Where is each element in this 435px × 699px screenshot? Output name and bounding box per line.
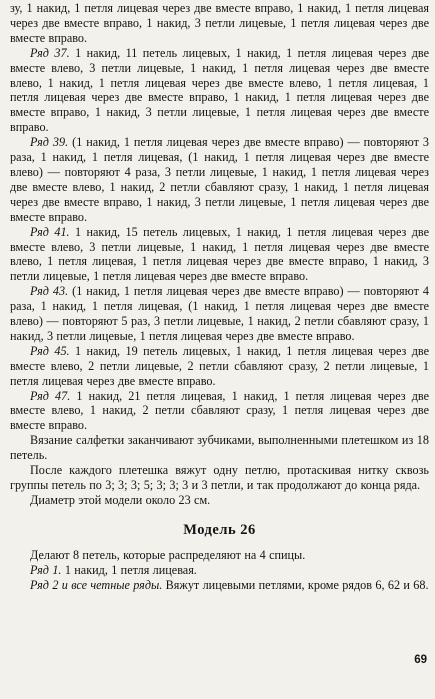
row-label: Ряд 43. [30, 284, 69, 299]
row-label: Ряд 45. [30, 343, 70, 358]
row-41 [10, 225, 429, 285]
model-text [10, 548, 429, 593]
paragraph-text: Вяжут лицевыми петлями, кроме рядов 6, 62 и 68. [162, 577, 429, 592]
paragraph-text: Вязание салфетки заканчивают зубчиками, выполненными плетешком из 18 петель. [10, 433, 429, 463]
row-label: Ряд 2 и все четные ряды. [30, 577, 163, 592]
paragraph-text: (1 накид, 1 петля лицевая через две вместе вправо) — повторяют 4 раза, 1 накид, 1 петля лицевая, (1 накид, 1 петля лицевая через две вместе влево) — повторяют 5 раз, 3 петли лицевые, 1 накид, 2 петли сбавляют сразу, 1 накид, 3 петли лицевые, 1 петля лицевая через две вместе вправо. [10, 284, 429, 343]
paragraph-text: 1 накид, 15 петель лицевых, 1 накид, 1 петля лицевая через две вместе влево, 3 петли лицевые, 1 накид, 1 петля лицевая через две вместе влево, 1 петля лицевая, 1 петля лицевая через две вместе вправо, 1 накид, 3 петли лицевые, 1 петля лицевая через две вместе вправо. [10, 224, 430, 284]
model-row-2 [10, 578, 429, 593]
row-37 [10, 46, 429, 135]
model-row-1 [10, 563, 429, 578]
paragraph-text: 1 накид, 19 петель лицевых, 1 накид, 1 петля лицевая через две вместе влево, 2 петли лицевые, 2 петли сбавляют сразу, 2 петли лицевые, 1 петля лицевая через две вместе вправо. [10, 343, 430, 388]
pattern-text [10, 1, 429, 508]
paragraph-text: Делают 8 петель, которые распределяют на 4 спицы. [30, 547, 306, 562]
model-heading: Модель 26 [183, 521, 256, 538]
row-label: Ряд 47. [30, 388, 71, 403]
diameter-paragraph [10, 493, 429, 508]
loop-paragraph [10, 463, 429, 493]
row-39 [10, 135, 429, 224]
paragraph-text: Диаметр этой модели около 23 см. [30, 492, 211, 507]
finishing-paragraph [10, 433, 429, 463]
row-label: Ряд 37. [30, 45, 70, 60]
row-45 [10, 344, 429, 389]
paragraph-continuation [10, 1, 429, 46]
paragraph-text: 1 накид, 21 петля лицевая, 1 накид, 1 петля лицевая через две вместе влево, 1 накид, 2 петли сбавляют сразу, 1 петля лицевая через две вместе вправо. [10, 388, 429, 433]
row-43 [10, 284, 429, 344]
paragraph-text: 1 накид, 11 петель лицевых, 1 накид, 1 петля лицевая через две вместе влево, 3 петли лицевые, 1 накид, 1 петля лицевая через две вместе влево, 1 накид, 1 петля лицевая через две вместе влево, 1 петля лицевая, 1 петля лицевая через две вместе вправо, 1 накид, 1 петля лицевая через две вместе вправо, 1 накид, 3 петли лицевые, 1 петля лицевая через две вместе вправо. [10, 45, 429, 135]
page-number: 69 [414, 654, 427, 666]
paragraph-text: После каждого плетешка вяжут одну петлю, протаскивая нитку сквозь группы петель по 3; 3; 3; 5; 3; 3; 3 и 3 петли, и так продолжают до конца ряда. [10, 463, 429, 492]
row-47 [10, 389, 429, 434]
paragraph-text: зу, 1 накид, 1 петля лицевая через две вместе вправо, 1 накид, 1 петля лицевая через две вместе вправо, 1 накид, 3 петли лицевые, 1 петля лицевая через две вместе вправо. [10, 1, 429, 45]
row-label: Ряд 41. [30, 224, 70, 239]
paragraph-text: 1 накид, 1 петля лицевая. [61, 562, 197, 577]
paragraph-text: (1 накид, 1 петля лицевая через две вместе вправо) — повторяют 3 раза, 1 накид, 1 петля лицевая, (1 накид, 1 петля лицевая через две вместе влево) — повторяют 4 раза, 3 петли лицевые, 1 накид, 1 петля лицевая через две вместе влево, 1 накид, 2 петли сбавляют сразу, 1 накид, 1 петля лицевая через две вместе вправо, 1 накид, 3 петли лицевые, 1 петля лицевая через две вместе вправо. [10, 135, 429, 224]
row-label: Ряд 1. [30, 562, 62, 577]
row-label: Ряд 39. [30, 135, 69, 150]
model-intro [10, 548, 429, 563]
